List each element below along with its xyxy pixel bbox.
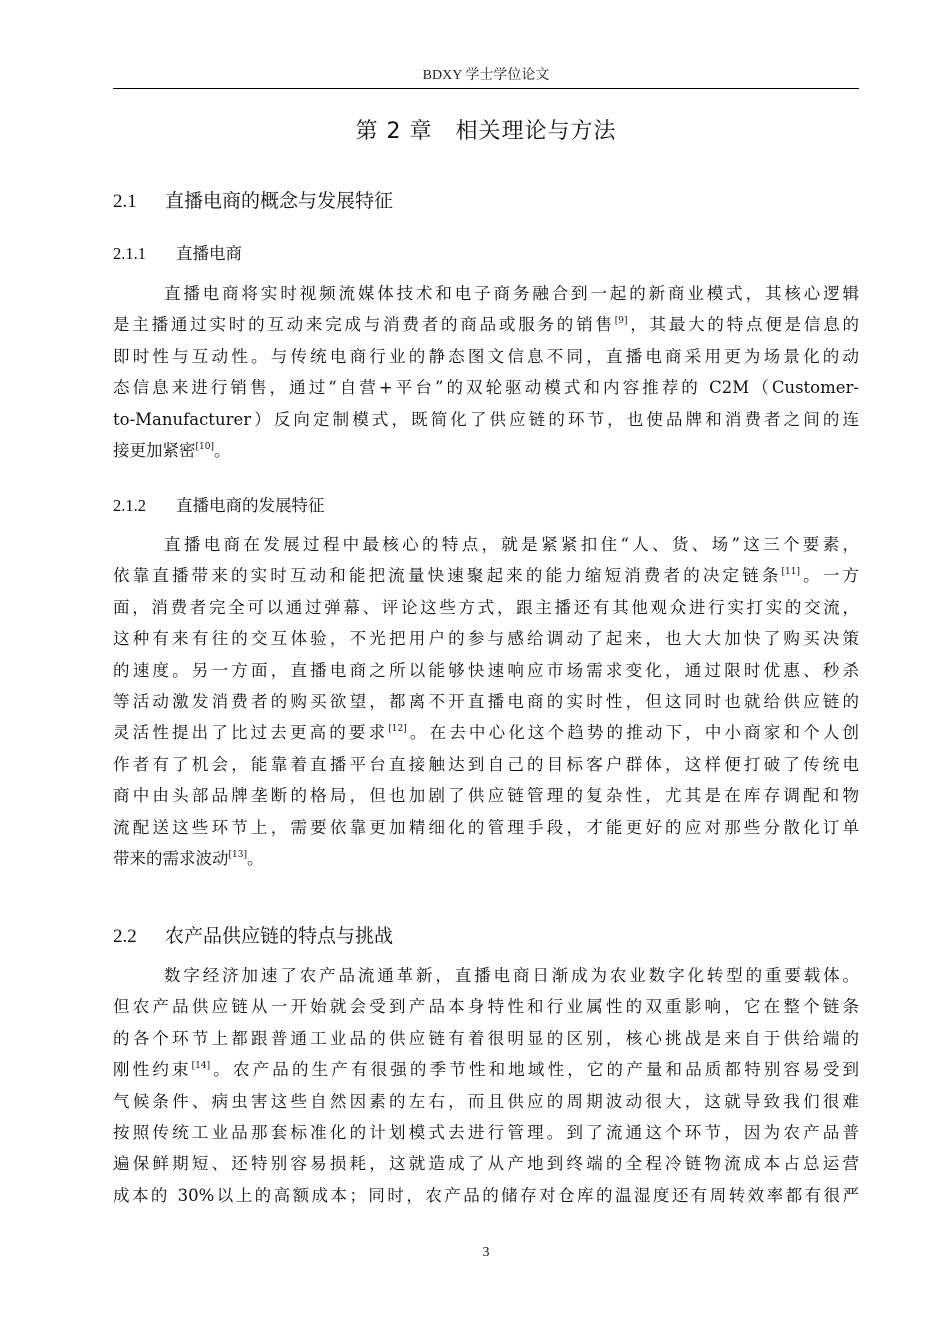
section-title: 农产品供应链的特点与挑战 [165, 925, 394, 947]
header-rule [113, 88, 859, 89]
citation-ref: [13] [228, 849, 247, 860]
text-line: to-Manufacturer）反向定制模式，既简化了供应链的环节，也使品牌和消费者之间的连 [113, 409, 859, 429]
text-line: 接更加紧密[10]。 [113, 440, 231, 460]
citation-ref: [11] [781, 567, 801, 578]
text-line: 是主播通过实时的互动来完成与消费者的商品或服务的销售[9]，其最大的特点便是信息的 [113, 315, 860, 335]
citation-ref: [14] [191, 1061, 211, 1072]
text-line: 但农产品供应链从一开始就会受到产品本身特性和行业属性的双重影响，它在整个链条 [113, 997, 859, 1017]
chapter-title: 第 2 章 相关理论与方法 [355, 119, 617, 144]
subsection-title: 直播电商 [176, 244, 242, 263]
page-number: 3 [482, 1245, 490, 1260]
text-line: 带来的需求波动[13]。 [113, 848, 264, 868]
text-line: 的各个环节上都跟普通工业品的供应链有着很明显的区别，核心挑战是来自于供给端的 [113, 1028, 859, 1048]
paragraph-agri-supply-chain [113, 960, 859, 1211]
text-line: 遍保鲜期短、还特别容易损耗，这就造成了从产地到终端的全程冷链物流成本占总运营 [113, 1154, 859, 1174]
text-line: 直播电商将实时视频流媒体技术和电子商务融合到一起的新商业模式，其核心逻辑 [164, 284, 859, 303]
text-line: 即时性与互动性。与传统电商行业的静态图文信息不同，直播电商采用更为场景化的动 [113, 346, 859, 366]
text-line: 依靠直播带来的实时互动和能把流量快速聚起来的能力缩短消费者的决定链条[11]。一方 [113, 566, 860, 586]
text-line: 商中由头部品牌垄断的格局，但也加剧了供应链管理的复杂性，尤其是在库存调配和物 [113, 786, 859, 806]
text-line: 刚性约束[14]。农产品的生产有很强的季节性和地域性，它的产量和品质都特别容易受到 [113, 1060, 860, 1080]
subsection-number: 2.1.2 [113, 496, 146, 515]
text-line: 直播电商在发展过程中最核心的特点，就是紧紧扣住“人、货、场”这三个要素， [164, 535, 859, 554]
running-header: BDXY 学士学位论文 [422, 68, 550, 83]
text-line: 数字经济加速了农产品流通革新，直播电商日渐成为农业数字化转型的重要载体。 [164, 966, 859, 985]
text-line: 面，消费者完全可以通过弹幕、评论这些方式，跟主播还有其他观众进行实打实的交流， [113, 597, 859, 617]
text-line: 的速度。另一方面，直播电商之所以能够快速响应市场需求变化，通过限时优惠、秒杀 [113, 660, 859, 680]
paragraph-live-ecommerce [113, 278, 859, 466]
text-line: 这种有来有往的交互体验，不光把用户的参与感给调动了起来，也大大加快了购买决策 [113, 629, 859, 649]
text-line: 态信息来进行销售，通过“自营+平台”的双轮驱动模式和内容推荐的 C2M（Customer- [113, 378, 859, 398]
citation-ref: [12] [388, 724, 407, 735]
section-heading-2-2 [113, 921, 393, 948]
text-line: 成本的 30%以上的高额成本；同时，农产品的储存对仓库的温湿度还有周转效率都有很严 [113, 1185, 859, 1205]
paragraph-development-features [113, 529, 859, 874]
subsection-heading-2-1-1 [113, 240, 242, 264]
citation-ref: [10] [195, 441, 214, 452]
subsection-heading-2-1-2 [113, 492, 325, 516]
section-number: 2.1 [113, 191, 137, 212]
citation-ref: [9] [614, 316, 628, 327]
section-title: 直播电商的概念与发展特征 [165, 190, 394, 212]
text-line: 等活动激发消费者的购买欲望，都离不开直播电商的实时性，但这同时也就给供应链的 [113, 691, 859, 711]
text-line: 气候条件、病虫害这些自然因素的左右，而且供应的周期波动很大，这就导致我们很难 [113, 1091, 859, 1111]
text-line: 流配送这些环节上，需要依靠更加精细化的管理手段，才能更好的应对那些分散化订单 [113, 817, 859, 837]
text-line: 按照传统工业品那套标准化的计划模式去进行管理。到了流通这个环节，因为农产品普 [113, 1122, 859, 1142]
subsection-number: 2.1.1 [113, 244, 146, 263]
section-number: 2.2 [113, 926, 137, 947]
text-line: 作者有了机会，能靠着直播平台直接触达到自己的目标客户群体，这样便打破了传统电 [113, 754, 859, 774]
section-heading-2-1 [113, 186, 393, 213]
subsection-title: 直播电商的发展特征 [176, 496, 325, 515]
text-line: 灵活性提出了比过去更高的要求[12]。在去中心化这个趋势的推动下，中小商家和个人创 [113, 723, 860, 743]
